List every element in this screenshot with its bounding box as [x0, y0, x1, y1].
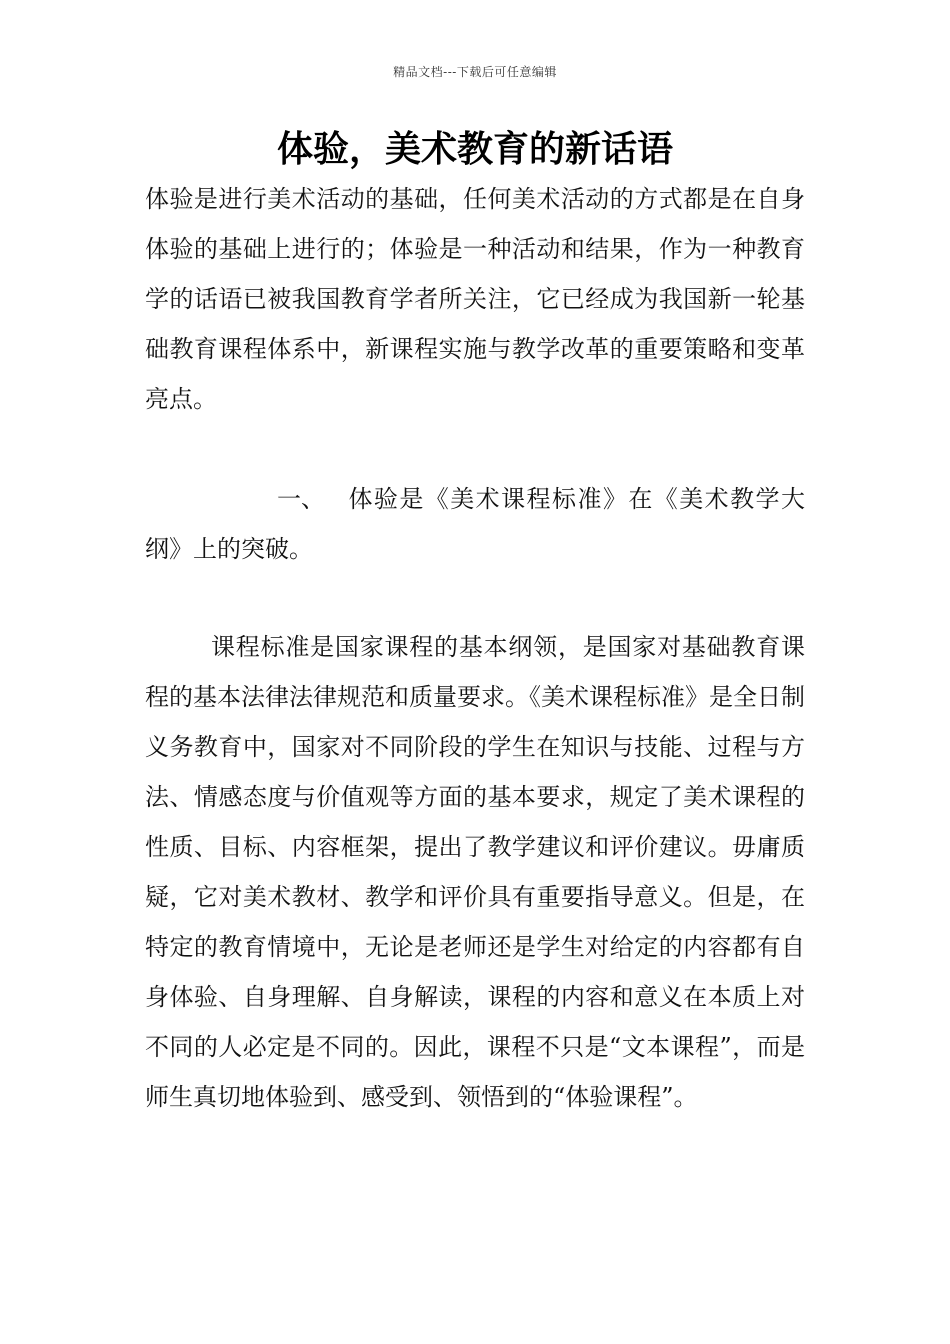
section-heading-text: 体验是《美术课程标准》在《美术教学大纲》上的突破。 [145, 485, 805, 563]
section-heading [145, 474, 805, 574]
body-paragraph: 课程标准是国家课程的基本纲领，是国家对基础教育课程的基本法律法律规范和质量要求。《美术课程标准》是全日制义务教育中，国家对不同阶段的学生在知识与技能、过程与方法、情感态度与价值观等方面的基本要求，规定了美术课程的性质、目标、内容框架，提出了教学建议和评价建议。毋庸质疑，它对美术教材、教学和评价具有重要指导意义。但是，在特定的教育情境中，无论是老师还是学生对给定的内容都有自身体验、自身理解、自身解读，课程的内容和意义在本质上对不同的人必定是不同的。因此，课程不只是“文本课程”，而是师生真切地体验到、感受到、领悟到的“体验课程”。 [145, 633, 805, 1111]
intro-paragraph: 体验是进行美术活动的基础，任何美术活动的方式都是在自身体验的基础上进行的；体验是一种活动和结果，作为一种教育学的话语已被我国教育学者所关注，它已经成为我国新一轮基础教育课程体系中，新课程实施与教学改革的重要策略和变革亮点。 [145, 185, 805, 413]
section-number: 一、 [277, 485, 325, 513]
header-note: 精品文档---下载后可任意编辑 [393, 65, 557, 79]
document-title: 体验，美术教育的新话语 [276, 129, 673, 170]
